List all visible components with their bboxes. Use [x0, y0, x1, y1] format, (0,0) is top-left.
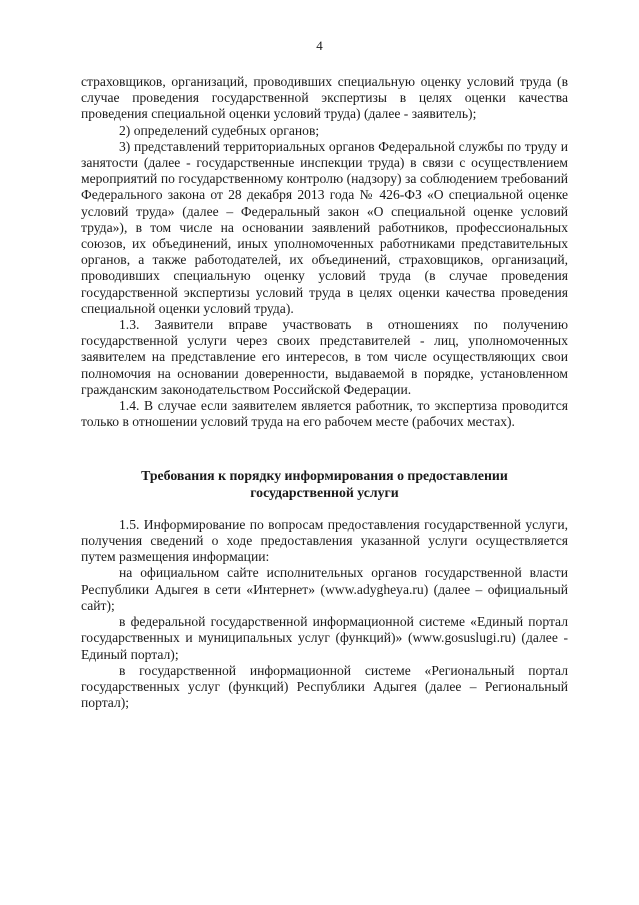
paragraph-item-1-4: 1.4. В случае если заявителем является работник, то экспертиза проводится только в отношении условий труда на его рабочем месте (рабочих местах).	[81, 398, 568, 430]
paragraph-official-site: на официальном сайте исполнительных органов государственной власти Республики Адыгея в сети «Интернет» (www.adygheya.ru) (далее – официальный сайт);	[81, 565, 568, 613]
paragraph-applicant-continuation: страховщиков, организаций, проводивших специальную оценку условий труда (в случае проведения государственной экспертизы в целях оценки качества проведения специальной оценки условий труда) (далее - заявитель);	[81, 74, 568, 122]
paragraph-item-3: 3) представлений территориальных органов Федеральной службы по труду и занятости (далее - государственные инспекции труда) в связи с осуществлением мероприятий по государственному контролю (надзору) за соблюдением требований Федерального закона от 28 декабря 2013 года № 426-ФЗ «О специальной оценке условий труда» (далее – Федеральный закон «О специальной оценке условий труда»), в том числе на основании заявлений работников, профессиональных союзов, их объединений, иных уполномоченных работниками представительных органов, а также работодателей, их объединений, страховщиков, организаций, проводивших специальную оценку условий труда (в случае проведения государственной экспертизы условий труда в целях оценки качества проведения специальной оценки условий труда).	[81, 138, 568, 316]
paragraph-item-1-5: 1.5. Информирование по вопросам предоставления государственной услуги, получения сведений о ходе предоставления указанной услуги осуществляется путем размещения информации:	[81, 516, 568, 565]
section-spacer	[81, 430, 568, 468]
section-heading-line-2: государственной услуги	[250, 484, 399, 500]
paragraph-federal-portal: в федеральной государственной информационной системе «Единый портал государственных и муниципальных услуг (функций)» (www.gosuslugi.ru) (далее - Единый портал);	[81, 614, 568, 662]
paragraph-item-1-3: 1.3. Заявители вправе участвовать в отношениях по получению государственной услуги через своих представителей - лиц, уполномоченных заявителем на представление его интересов, в том числе осуществляющих свои полномочия на основании доверенности, выдаваемой в порядке, установленном гражданским законодательством Российской Федерации.	[81, 317, 568, 397]
paragraph-regional-portal: в государственной информационной системе «Региональный портал государственных услуг (функций) Республики Адыгея (далее – Региональный портал);	[81, 662, 568, 711]
document-body	[81, 74, 568, 711]
heading-spacer	[81, 501, 568, 517]
section-heading	[81, 468, 568, 500]
paragraph-item-2: 2) определений судебных органов;	[119, 122, 320, 138]
page-number: 4	[316, 38, 323, 53]
section-heading-line-1: Требования к порядку информирования о предоставлении	[141, 468, 508, 484]
